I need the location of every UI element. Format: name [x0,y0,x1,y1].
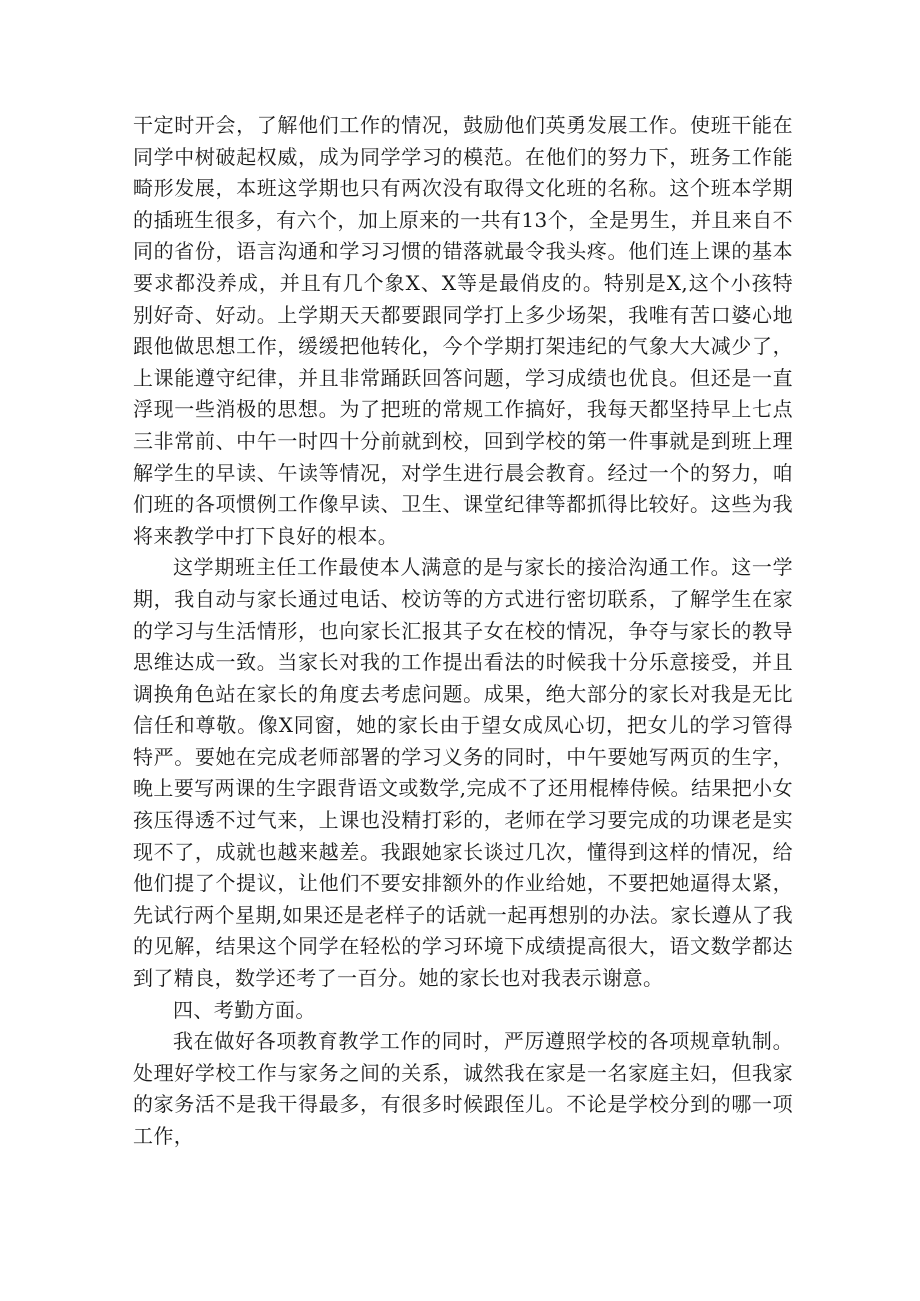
paragraph-parent-communication: 这学期班主任工作最使本人满意的是与家长的接洽沟通工作。这一学期，我自动与家长通过电话、校访等的方式进行密切联系，了解学生在家的学习与生活情形，也向家长汇报其子女在校的情况，争夺与家长的教导思维达成一致。当家长对我的工作提出看法的时候我十分乐意接受，并且调换角色站在家长的角度去考虑问题。成果，绝大部分的家长对我是无比信任和尊敬。像X同窗，她的家长由于望女成凤心切，把女儿的学习管得特严。要她在完成老师部署的学习义务的同时，中午要她写两页的生字，晚上要写两课的生字跟背语文或数学,完成不了还用棍棒侍候。结果把小女孩压得透不过气来，上课也没精打彩的，老师在学习要完成的功课老是实现不了，成就也越来越差。我跟她家长谈过几次，懂得到这样的情况，给他们提了个提议，让他们不要安排额外的作业给她，不要把她逼得太紧，先试行两个星期,如果还是老样子的话就一起再想别的办法。家长遵从了我的见解，结果这个同学在轻松的学习环境下成绩提高很大，语文数学都达到了精良，数学还考了一百分。她的家长也对我表示谢意。 [133,555,793,991]
paragraph-attendance: 我在做好各项教育教学工作的同时，严厉遵照学校的各项规章轨制。处理好学校工作与家务之间的关系，诚然我在家是一名家庭主妇，但我家的家务活不是我干得最多，有很多时候跟侄儿。不论是学校分到的哪一项工作， [133,1029,793,1148]
document-page [133,110,793,1153]
section-heading-attendance: 四、考勤方面。 [173,997,316,1022]
paragraph-class-management: 干定时开会，了解他们工作的情况，鼓励他们英勇发展工作。使班干能在同学中树破起权威，成为同学学习的模范。在他们的努力下，班务工作能畸形发展，本班这学期也只有两次没有取得文化班的名称。这个班本学期的插班生很多，有六个，加上原来的一共有13个，全是男生，并且来自不同的省份，语言沟通和学习习惯的错落就最令我头疼。他们连上课的基本要求都没养成，并且有几个象X、X等是最俏皮的。特别是X,这个小孩特别好奇、好动。上学期天天都要跟同学打上多少场架，我唯有苦口婆心地跟他做思想工作，缓缓把他转化，今个学期打架违纪的气象大大减少了，上课能遵守纪律，并且非常踊跃回答问题，学习成绩也优良。但还是一直浮现一些消极的思想。为了把班的常规工作搞好，我每天都坚持早上七点三非常前、中午一时四十分前就到校，回到学校的第一件事就是到班上理解学生的早读、午读等情况，对学生进行晨会教育。经过一个的努力，咱们班的各项惯例工作像早读、卫生、课堂纪律等都抓得比较好。这些为我将来教学中打下良好的根本。 [133,113,793,548]
